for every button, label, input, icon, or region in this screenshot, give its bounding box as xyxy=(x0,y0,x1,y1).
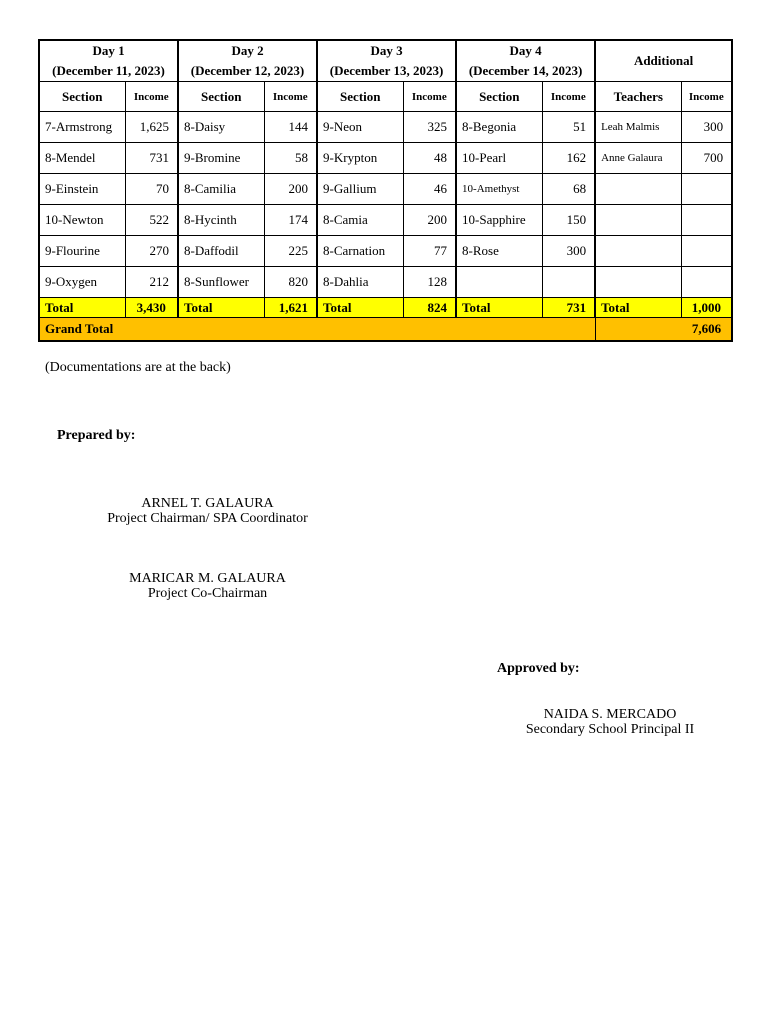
income-cell: 70 xyxy=(125,174,178,205)
col-header-income: Income xyxy=(125,82,178,112)
section-cell: 8-Mendel xyxy=(39,143,125,174)
teacher-cell xyxy=(595,267,681,298)
section-cell: 8-Daffodil xyxy=(178,236,264,267)
total-value: 824 xyxy=(403,298,456,318)
teacher-cell: Leah Malmis xyxy=(595,112,681,143)
income-report-table xyxy=(38,39,733,342)
day-3-header xyxy=(317,40,456,82)
income-cell xyxy=(681,236,732,267)
section-cell: 8-Carnation xyxy=(317,236,403,267)
col-header-section: Section xyxy=(456,82,542,112)
section-cell: 8-Begonia xyxy=(456,112,542,143)
col-header-income: Income xyxy=(542,82,595,112)
signatory-arnel xyxy=(60,496,355,526)
signatory-naida xyxy=(470,707,750,737)
day-1-label: Day 1 xyxy=(92,43,125,58)
total-value: 1,621 xyxy=(264,298,317,318)
section-cell: 8-Hycinth xyxy=(178,205,264,236)
income-cell xyxy=(542,267,595,298)
teacher-cell xyxy=(595,236,681,267)
total-label: Total xyxy=(178,298,264,318)
total-label: Total xyxy=(456,298,542,318)
income-cell: 144 xyxy=(264,112,317,143)
day-1-header xyxy=(39,40,178,82)
day-header-row xyxy=(39,40,732,82)
column-header-row xyxy=(39,82,732,112)
section-cell: 8-Sunflower xyxy=(178,267,264,298)
signatory-title: Project Co-Chairman xyxy=(147,586,268,601)
col-header-section: Section xyxy=(178,82,264,112)
table-row xyxy=(39,174,732,205)
total-value: 3,430 xyxy=(125,298,178,318)
income-cell: 270 xyxy=(125,236,178,267)
section-cell: 10-Amethyst xyxy=(456,174,542,205)
income-cell: 48 xyxy=(403,143,456,174)
table-row xyxy=(39,267,732,298)
table-row xyxy=(39,112,732,143)
signatory-name: ARNEL T. GALAURA xyxy=(141,496,274,511)
table-body xyxy=(39,112,732,298)
totals-row xyxy=(39,298,732,318)
col-header-income: Income xyxy=(681,82,732,112)
section-cell: 9-Krypton xyxy=(317,143,403,174)
signatory-name: MARICAR M. GALAURA xyxy=(129,571,286,586)
documentation-note: (Documentations are at the back) xyxy=(45,360,231,375)
income-cell: 522 xyxy=(125,205,178,236)
table-row xyxy=(39,205,732,236)
total-label: Total xyxy=(39,298,125,318)
teacher-cell xyxy=(595,174,681,205)
income-cell: 46 xyxy=(403,174,456,205)
total-value: 731 xyxy=(542,298,595,318)
approved-by-label: Approved by: xyxy=(497,661,580,676)
day-2-date: (December 12, 2023) xyxy=(190,63,305,78)
income-cell: 300 xyxy=(542,236,595,267)
income-cell: 325 xyxy=(403,112,456,143)
teacher-cell: Anne Galaura xyxy=(595,143,681,174)
col-header-income: Income xyxy=(403,82,456,112)
section-cell: 9-Einstein xyxy=(39,174,125,205)
income-cell: 68 xyxy=(542,174,595,205)
income-cell: 200 xyxy=(403,205,456,236)
prepared-by-label: Prepared by: xyxy=(57,428,136,443)
income-cell: 174 xyxy=(264,205,317,236)
section-cell: 10-Pearl xyxy=(456,143,542,174)
grand-total-label: Grand Total xyxy=(39,318,595,342)
income-cell: 162 xyxy=(542,143,595,174)
day-4-label: Day 4 xyxy=(509,43,542,58)
day-2-label: Day 2 xyxy=(231,43,264,58)
table-row xyxy=(39,143,732,174)
signatory-title: Project Chairman/ SPA Coordinator xyxy=(107,511,308,526)
day-1-date: (December 11, 2023) xyxy=(52,63,165,78)
total-value: 1,000 xyxy=(681,298,732,318)
day-3-date: (December 13, 2023) xyxy=(329,63,444,78)
section-cell: 10-Newton xyxy=(39,205,125,236)
income-cell xyxy=(681,267,732,298)
income-cell: 820 xyxy=(264,267,317,298)
income-cell: 225 xyxy=(264,236,317,267)
section-cell xyxy=(456,267,542,298)
teacher-cell xyxy=(595,205,681,236)
grand-total-value: 7,606 xyxy=(595,318,732,342)
section-cell: 9-Neon xyxy=(317,112,403,143)
income-cell: 77 xyxy=(403,236,456,267)
total-label: Total xyxy=(317,298,403,318)
signatory-title: Secondary School Principal II xyxy=(525,722,695,737)
section-cell: 9-Gallium xyxy=(317,174,403,205)
section-cell: 8-Rose xyxy=(456,236,542,267)
total-label: Total xyxy=(595,298,681,318)
col-header-income: Income xyxy=(264,82,317,112)
income-cell: 731 xyxy=(125,143,178,174)
section-cell: 8-Camia xyxy=(317,205,403,236)
grand-total-row xyxy=(39,318,732,342)
col-header-section: Section xyxy=(39,82,125,112)
income-cell xyxy=(681,205,732,236)
income-cell: 150 xyxy=(542,205,595,236)
signatory-name: NAIDA S. MERCADO xyxy=(543,707,677,722)
day-4-date: (December 14, 2023) xyxy=(468,63,583,78)
income-cell xyxy=(681,174,732,205)
section-cell: 9-Bromine xyxy=(178,143,264,174)
col-header-teachers: Teachers xyxy=(595,82,681,112)
income-cell: 200 xyxy=(264,174,317,205)
day-4-header xyxy=(456,40,595,82)
income-cell: 700 xyxy=(681,143,732,174)
section-cell: 8-Camilia xyxy=(178,174,264,205)
day-3-label: Day 3 xyxy=(370,43,403,58)
section-cell: 9-Oxygen xyxy=(39,267,125,298)
additional-header: Additional xyxy=(595,40,732,82)
income-cell: 1,625 xyxy=(125,112,178,143)
income-cell: 58 xyxy=(264,143,317,174)
income-cell: 51 xyxy=(542,112,595,143)
day-2-header xyxy=(178,40,317,82)
signatory-maricar xyxy=(60,571,355,601)
table-row xyxy=(39,236,732,267)
section-cell: 7-Armstrong xyxy=(39,112,125,143)
income-cell: 300 xyxy=(681,112,732,143)
income-cell: 128 xyxy=(403,267,456,298)
section-cell: 9-Flourine xyxy=(39,236,125,267)
section-cell: 8-Dahlia xyxy=(317,267,403,298)
income-cell: 212 xyxy=(125,267,178,298)
section-cell: 10-Sapphire xyxy=(456,205,542,236)
section-cell: 8-Daisy xyxy=(178,112,264,143)
col-header-section: Section xyxy=(317,82,403,112)
